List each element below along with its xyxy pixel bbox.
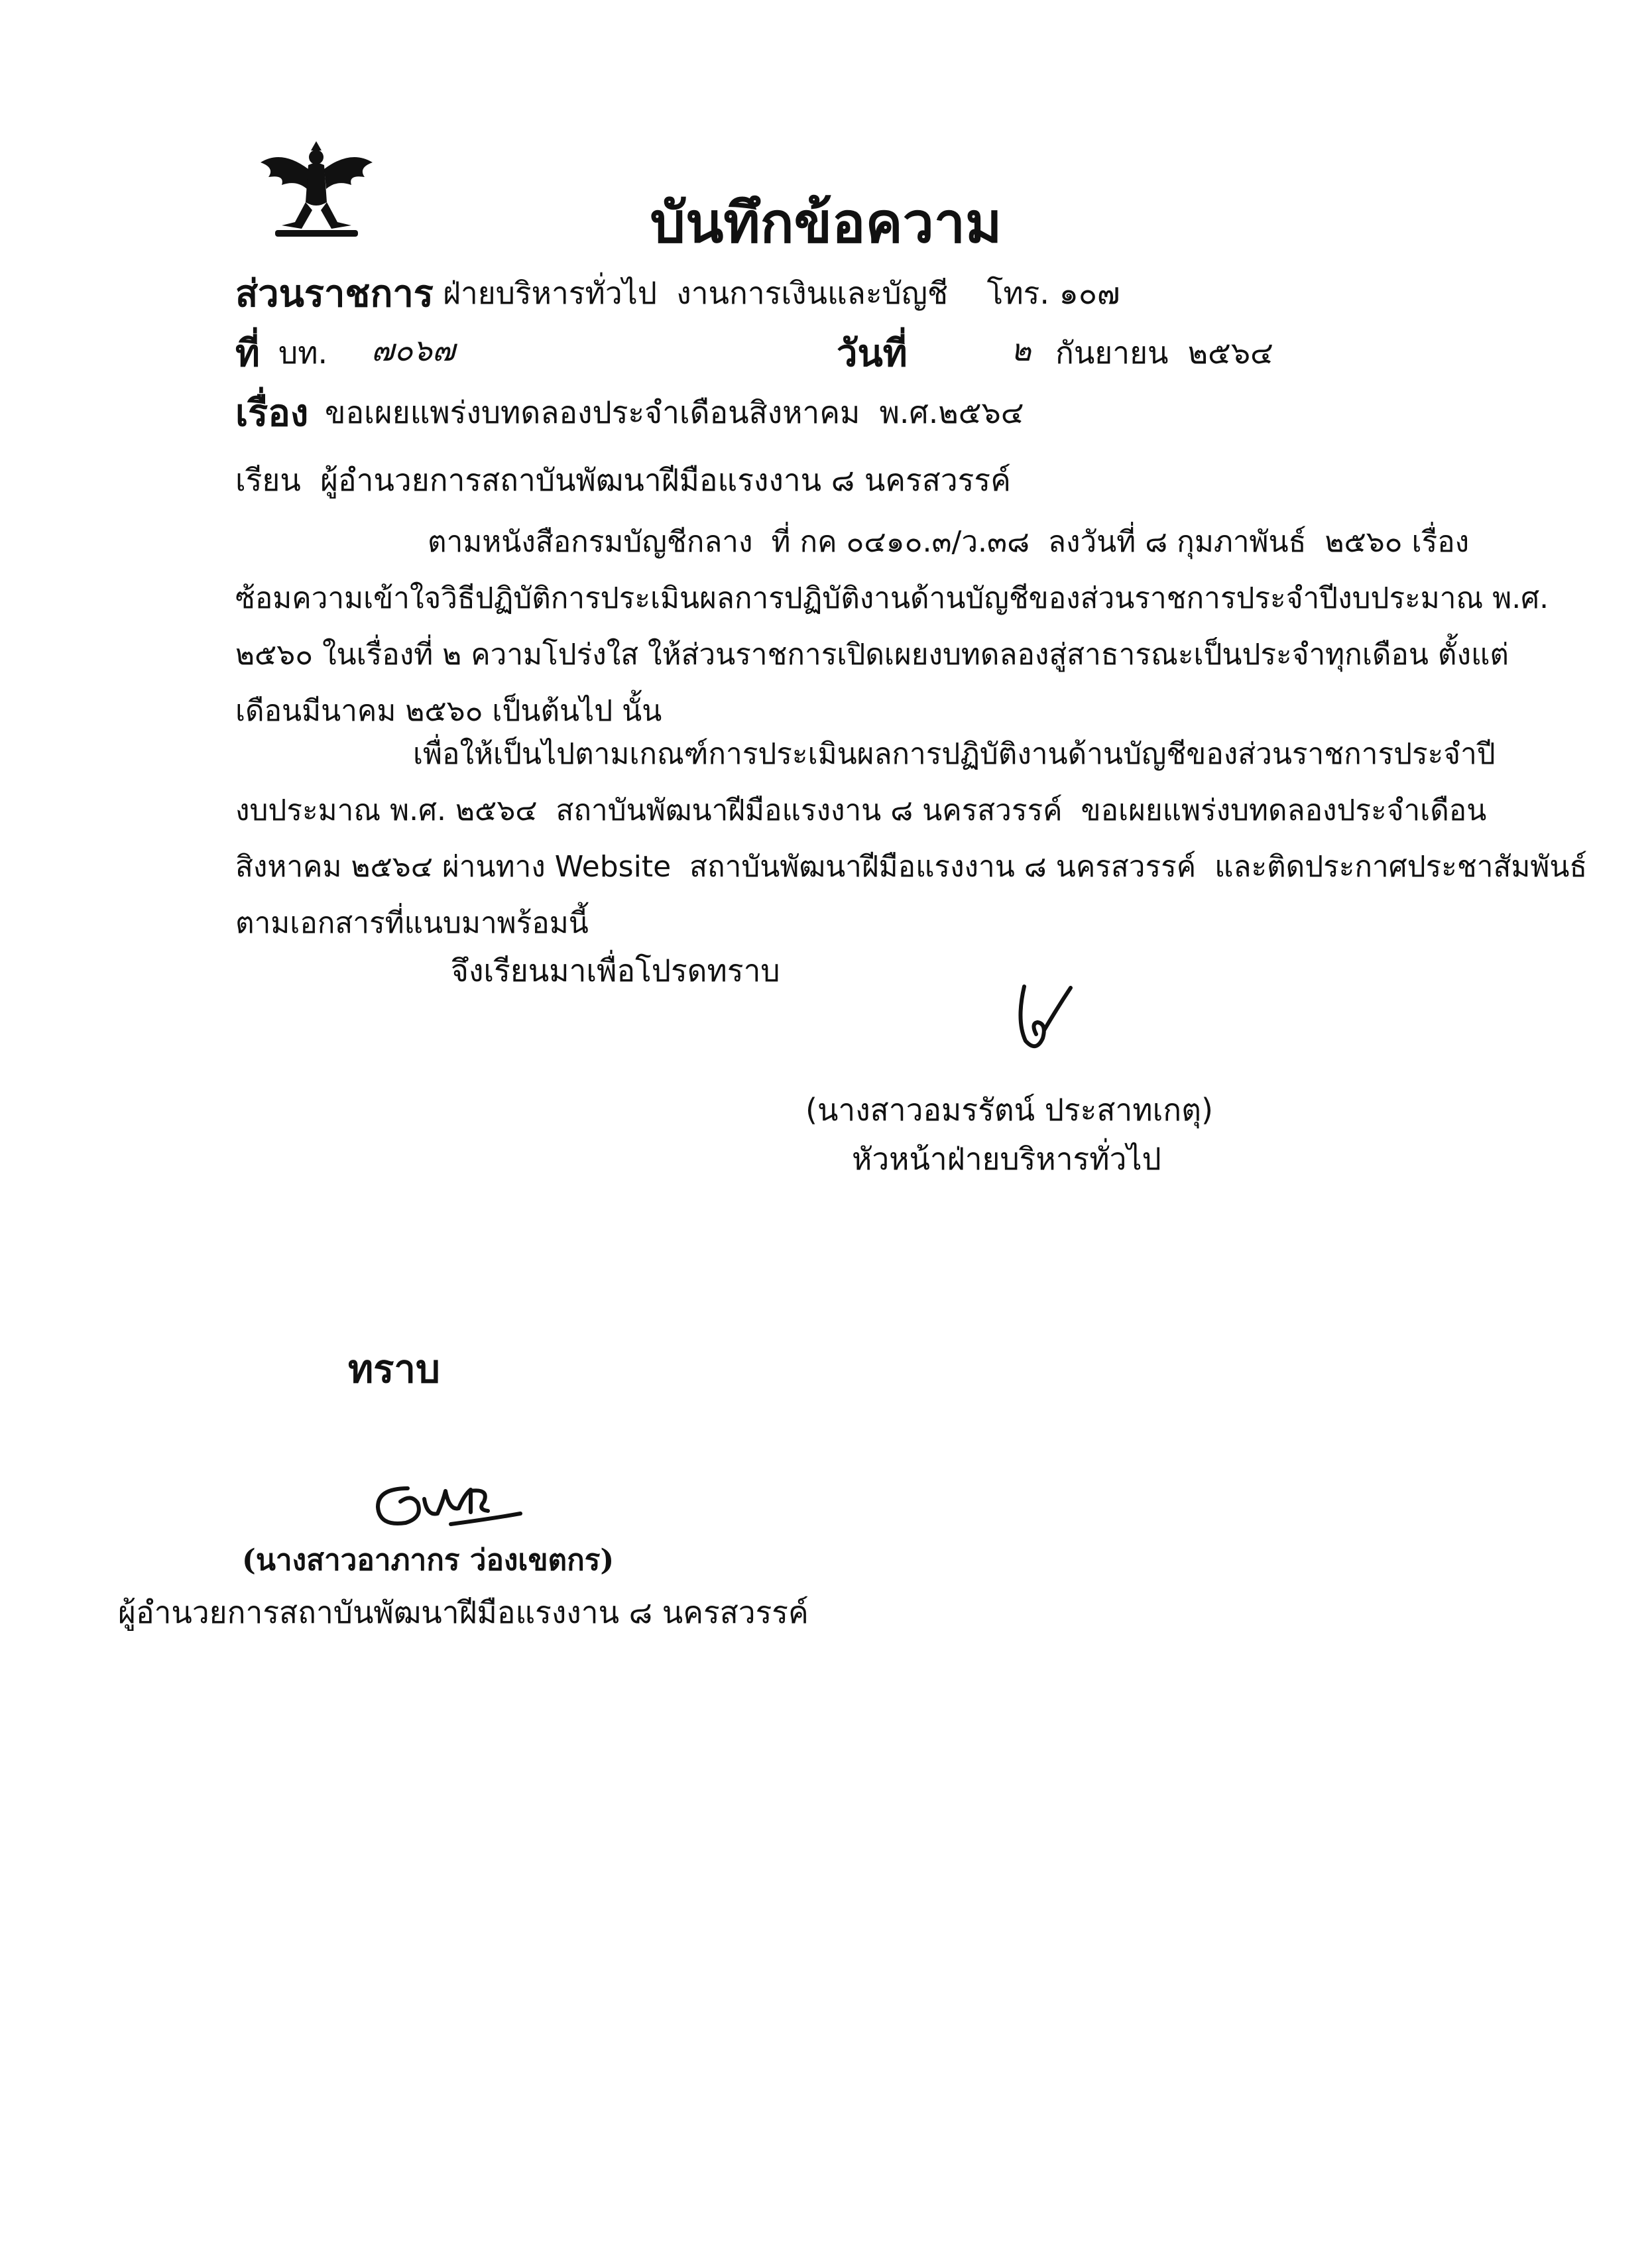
department-value: ฝ่ายบริหารทั่วไป งานการเงินและบัญชี โทร. ๑๐๗	[443, 275, 1120, 311]
date-month-year: กันยายน ๒๕๖๔	[1055, 335, 1273, 371]
body-line: ซ้อมความเข้าใจวิธีปฏิบัติการประเมินผลการปฏิบัติงานด้านบัญชีของส่วนราชการประจำปีงบประมาณ พ.ศ.	[235, 581, 1549, 615]
body-line: เดือนมีนาคม ๒๕๖๐ เป็นต้นไป นั้น	[235, 694, 662, 728]
signer-title: หัวหน้าฝ่ายบริหารทั่วไป	[852, 1141, 1161, 1177]
body-line: ตามเอกสารที่แนบมาพร้อมนี้	[235, 906, 589, 940]
body-line: เพื่อให้เป็นไปตามเกณฑ์การประเมินผลการปฏิบัติงานด้านบัญชีของส่วนราชการประจำปี	[413, 737, 1496, 771]
ref-number-handwritten: ๗๐๖๗	[371, 332, 455, 368]
acknowledger-name: (นางสาวอาภากร ว่องเขตกร)	[242, 1543, 615, 1577]
date-day-handwritten: ๒	[1011, 332, 1032, 368]
signature-1-image	[1004, 975, 1084, 1061]
ref-label: ที่	[235, 332, 260, 375]
page-title: บันทึกข้อความ	[650, 190, 1002, 255]
date-value	[1055, 329, 1273, 377]
body-line: ตามหนังสือกรมบัญชีกลาง ที่ กค ๐๔๑๐.๓/ว.๓๘ ลงวันที่ ๘ กุมภาพันธ์ ๒๕๖๐ เรื่อง	[428, 525, 1470, 559]
acknowledger-title: ผู้อำนวยการสถาบันพัฒนาฝีมือแรงงาน ๘ นครสวรรค์	[118, 1594, 809, 1630]
body-paragraph-2	[235, 726, 1588, 951]
acknowledgement-note: ทราบ	[348, 1346, 440, 1392]
body-line: งบประมาณ พ.ศ. ๒๕๖๔ สถาบันพัฒนาฝีมือแรงงาน ๘ นครสวรรค์ ขอเผยแพร่งบทดลองประจำเดือน	[235, 794, 1487, 827]
body-line: สิงหาคม ๒๕๖๔ ผ่านทาง Website สถาบันพัฒนาฝีมือแรงงาน ๘ นครสวรรค์ และติดประกาศประชาสัมพันธ์	[235, 850, 1588, 884]
salutation: เรียน ผู้อำนวยการสถาบันพัฒนาฝีมือแรงงาน ๘ นครสวรรค์	[235, 462, 1011, 498]
closing-line: จึงเรียนมาเพื่อโปรดทราบ	[451, 953, 780, 988]
signer-name: (นางสาวอมรรัตน์ ประสาทเกตุ)	[805, 1092, 1213, 1128]
body-line: ๒๕๖๐ ในเรื่องที่ ๒ ความโปร่งใส ให้ส่วนราชการเปิดเผยงบทดลองสู่สาธารณะเป็นประจำทุกเดือน ตั้งแต่	[235, 638, 1509, 672]
department-label: ส่วนราชการ	[235, 272, 434, 316]
subject-label: เรื่อง	[235, 392, 309, 435]
body-paragraph-1	[235, 514, 1549, 739]
subject-value: ขอเผยแพร่งบทดลองประจำเดือนสิงหาคม พ.ศ.๒๕๖๔	[325, 394, 1024, 430]
signature-2-image	[371, 1475, 524, 1535]
date-label: วันที่	[837, 332, 908, 375]
ref-value: บท.	[278, 335, 328, 371]
